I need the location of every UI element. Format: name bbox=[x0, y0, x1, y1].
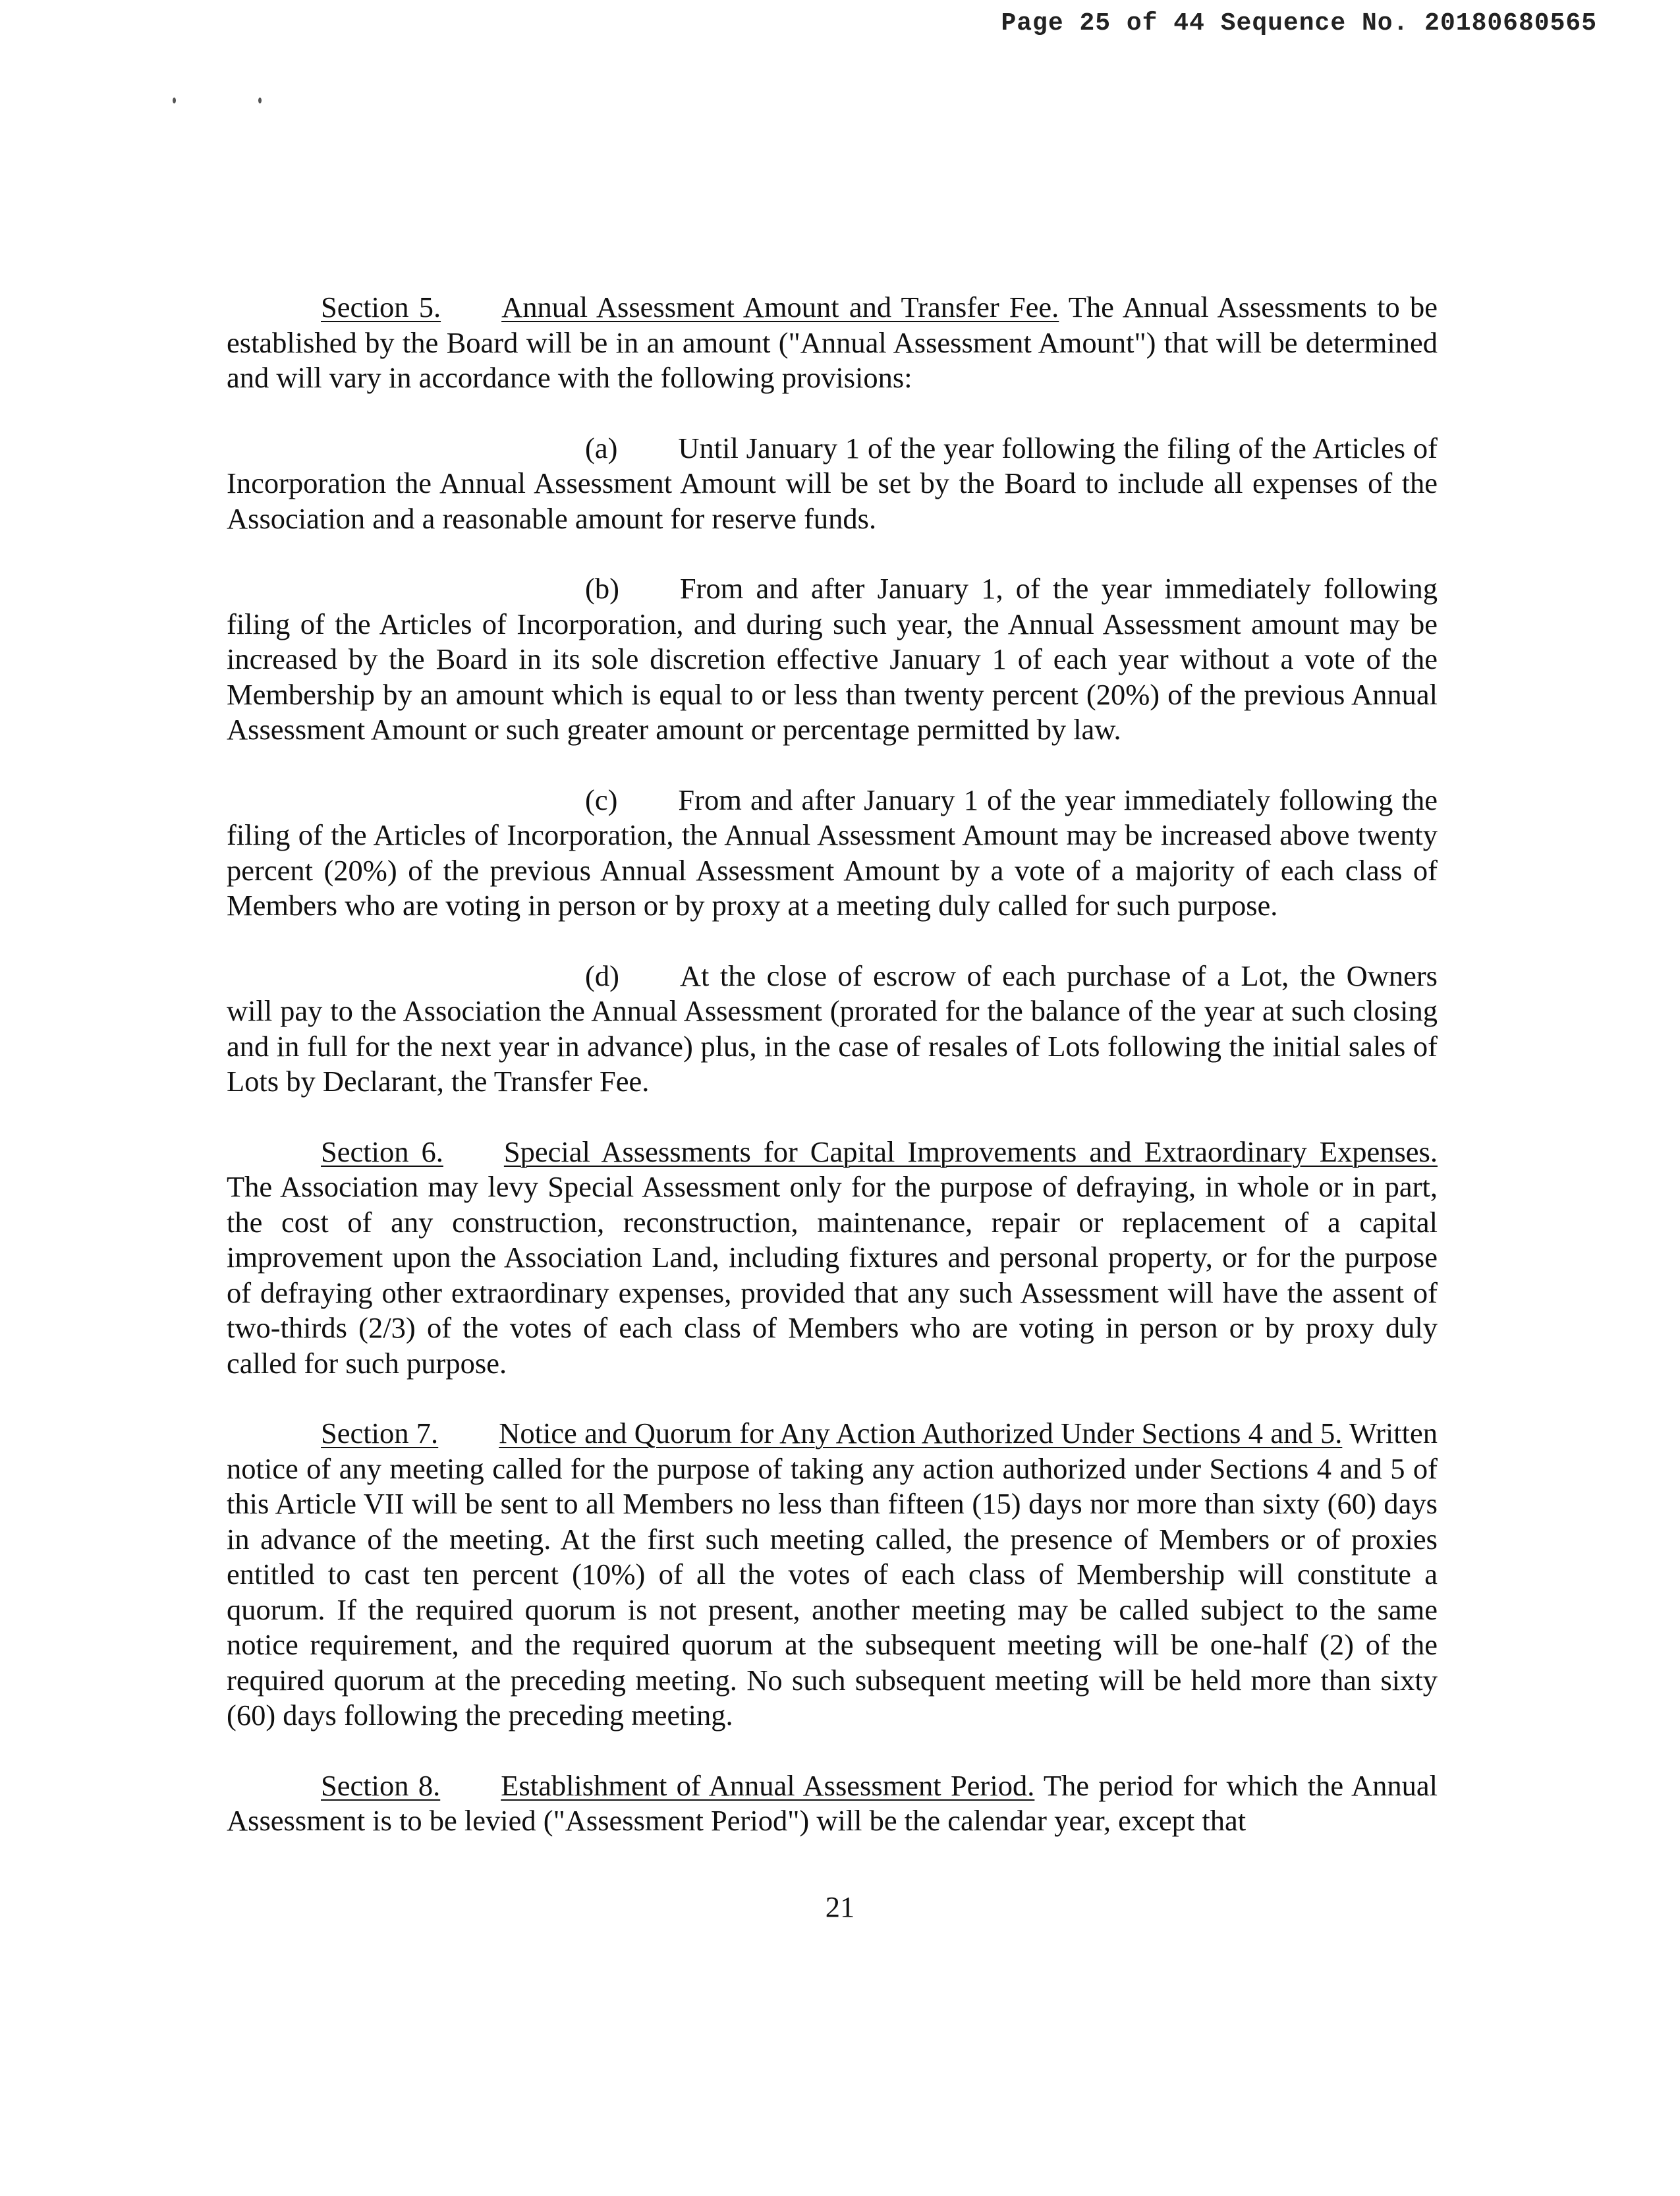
subsection-letter: (a) bbox=[585, 431, 618, 465]
subsection-b-paragraph bbox=[227, 571, 1438, 748]
section-text: The Association may levy Special Assessment only for the purpose of defraying, in whole or in part, the cost of any construction, reconstruction, maintenance, repair or replacement of a capital improvement upon the Association Land, including fixtures and personal property, or for the purpose of defraying other extraordinary expenses, provided that any such Assessment will have the assent of two-thirds (2/3) of the votes of each class of Members who are voting in person or by proxy duly called for such purpose. bbox=[227, 1170, 1438, 1380]
page-sequence-stamp: Page 25 of 44 Sequence No. 20180680565 bbox=[1001, 9, 1597, 38]
section-text: The period for which the Annual Assessment is to be levied ("Assessment Period") will be the calendar year, except that bbox=[227, 1768, 1438, 1837]
page-number: 21 bbox=[825, 1890, 855, 1923]
section-7-paragraph bbox=[227, 1416, 1438, 1733]
subsection-a-paragraph bbox=[227, 431, 1438, 537]
section-title: Annual Assessment Amount and Transfer Fee. bbox=[501, 291, 1059, 324]
section-number: Section 8. bbox=[321, 1768, 441, 1802]
section-number: Section 5. bbox=[321, 291, 441, 324]
subsection-d-paragraph bbox=[227, 959, 1438, 1100]
subsection-c-paragraph bbox=[227, 783, 1438, 924]
subsection-letter: (c) bbox=[585, 783, 618, 816]
scan-speck bbox=[173, 98, 176, 103]
subsection-text: Until January 1 of the year following the filing of the Articles of Incorporation the Annual Assessment Amount will be set by the Board to include all expenses of the Association and a reasonable amount for reserve funds. bbox=[227, 431, 1438, 535]
section-number: Section 7. bbox=[321, 1417, 439, 1450]
section-text: Written notice of any meeting called for the purpose of taking any action authorized under Sections 4 and 5 of this Article VII will be sent to all Members no less than fifteen (15) days nor more than sixty (60) days in advance of the meeting. At the first such meeting called, the presence of Members or of proxies entitled to cast ten percent (10%) of all the votes of each class of Membership will constitute a quorum. If the required quorum is not present, another meeting may be called subject to the same notice requirement, and the required quorum at the subsequent meeting will be one-half (2) of the required quorum at the preceding meeting. No such subsequent meeting will be held more than sixty (60) days following the preceding meeting. bbox=[227, 1417, 1438, 1731]
section-title: Establishment of Annual Assessment Period. bbox=[501, 1768, 1035, 1802]
section-text: The Annual Assessments to be established by the Board will be in an amount ("Annual Assessment Amount") that will be determined and will vary in accordance with the following provisions: bbox=[227, 291, 1438, 394]
section-6-paragraph bbox=[227, 1135, 1438, 1382]
section-5-paragraph bbox=[227, 290, 1438, 396]
section-number: Section 6. bbox=[321, 1135, 443, 1168]
document-body bbox=[227, 290, 1438, 1874]
section-title: Notice and Quorum for Any Action Authorized Under Sections 4 and 5. bbox=[499, 1417, 1343, 1450]
section-8-paragraph bbox=[227, 1768, 1438, 1839]
subsection-text: At the close of escrow of each purchase of a Lot, the Owners will pay to the Association the Annual Assessment (prorated for the balance of the year at such closing and in full for the next year in advance) plus, in the case of resales of Lots following the initial sales of Lots by Declarant, the Transfer Fee. bbox=[227, 959, 1438, 1098]
subsection-text: From and after January 1 of the year immediately following the filing of the Articles of Incorporation, the Annual Assessment Amount may be increased above twenty percent (20%) of the previous Annual Assessment Amount by a vote of a majority of each class of Members who are voting in person or by proxy at a meeting duly called for such purpose. bbox=[227, 783, 1438, 922]
subsection-letter: (d) bbox=[585, 959, 619, 992]
subsection-text: From and after January 1, of the year immediately following filing of the Articles of Incorporation, and during such year, the Annual Assessment amount may be increased by the Board in its sole discretion effective January 1 of each year without a vote of the Membership by an amount which is equal to or less than twenty percent (20%) of the previous Annual Assessment Amount or such greater amount or percentage permitted by law. bbox=[227, 572, 1438, 746]
subsection-letter: (b) bbox=[585, 572, 619, 605]
scan-speck bbox=[258, 98, 262, 103]
section-title: Special Assessments for Capital Improvements and Extraordinary Expenses. bbox=[503, 1135, 1438, 1168]
